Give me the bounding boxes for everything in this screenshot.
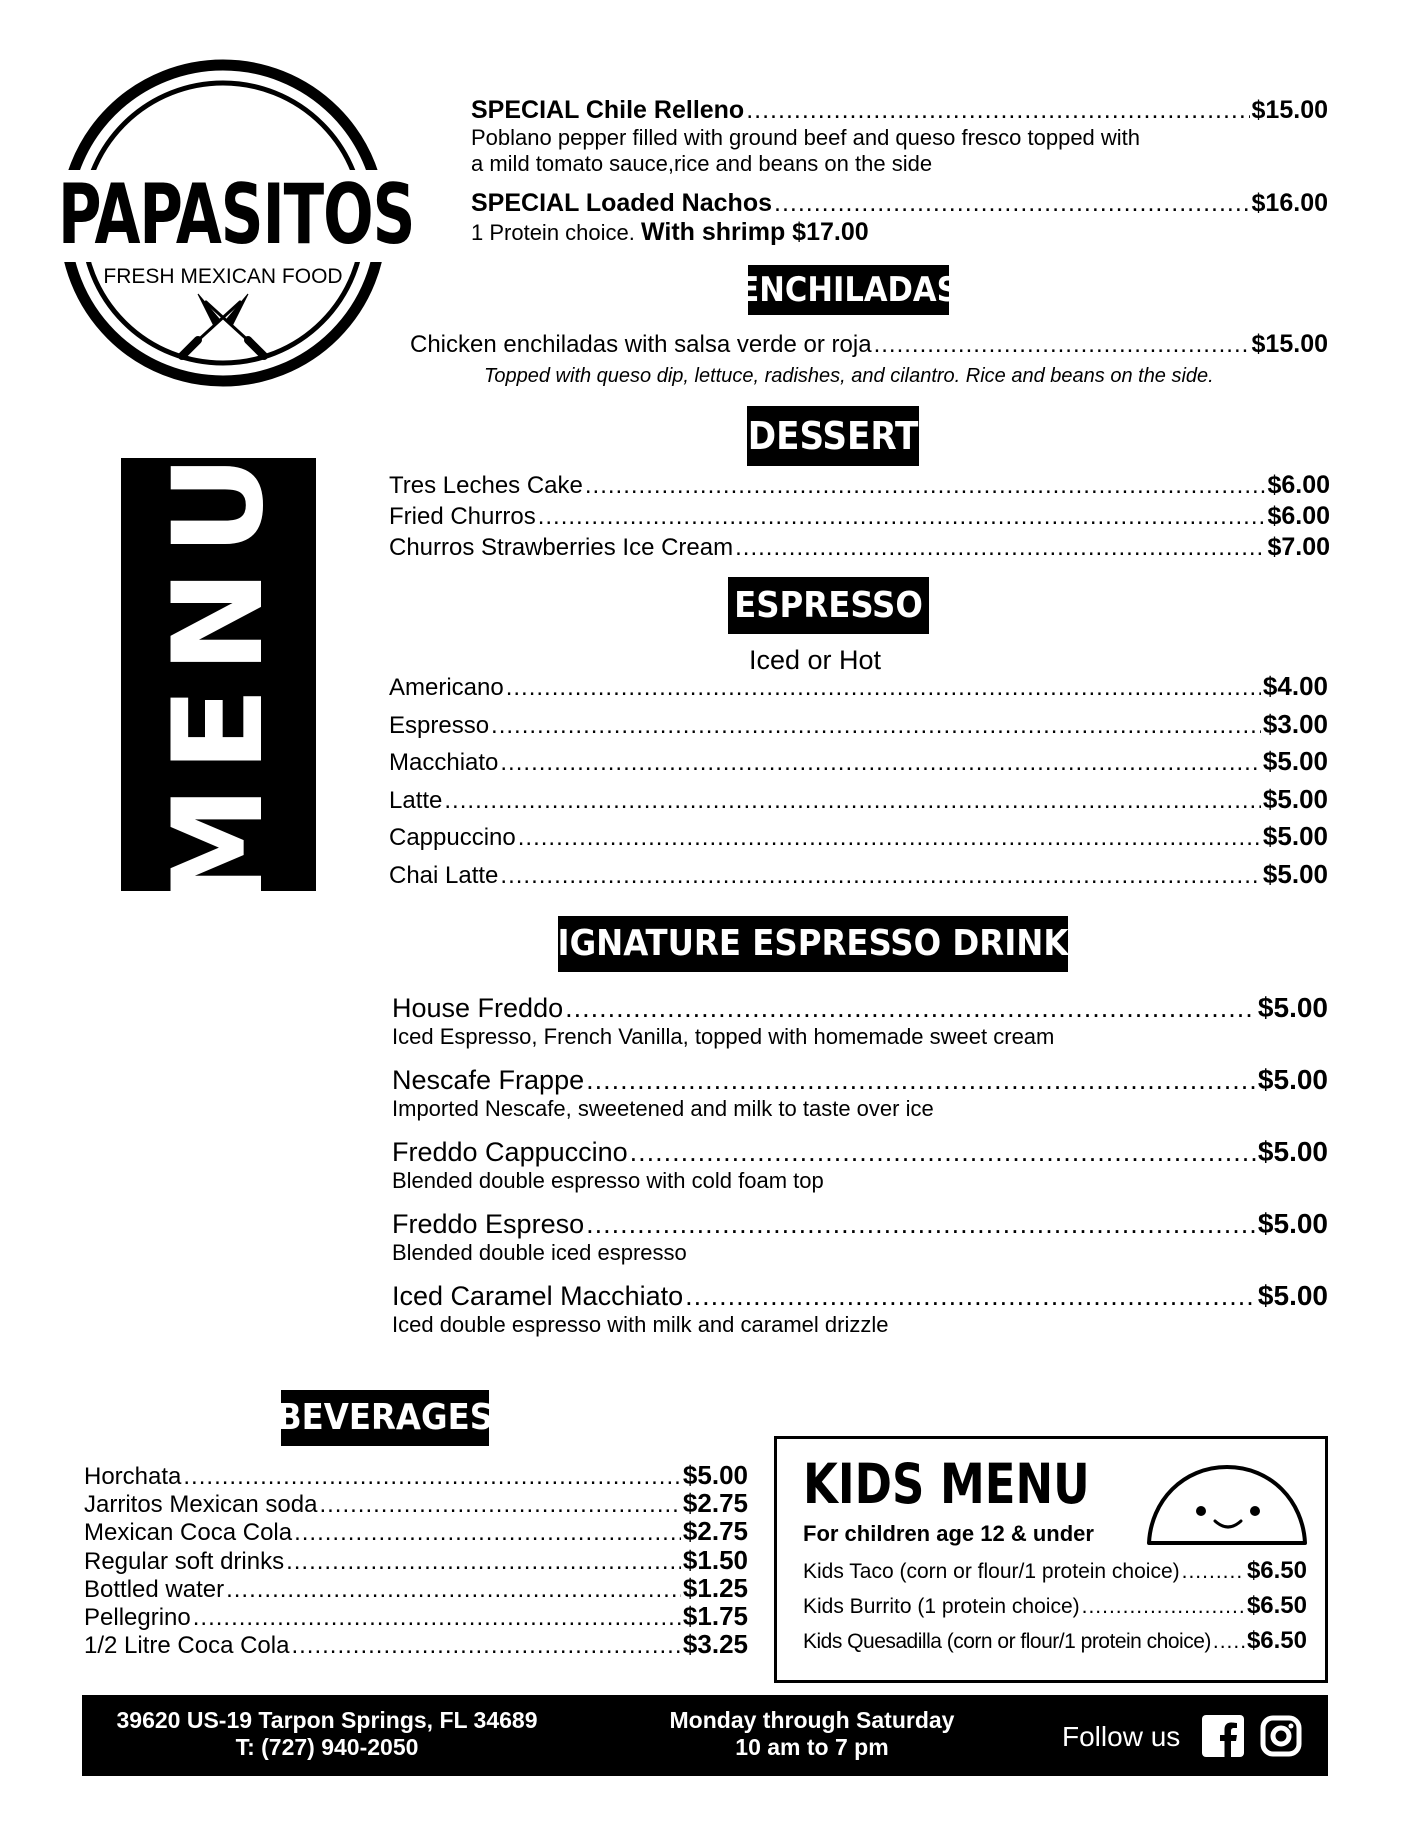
kids-menu-box [774, 1436, 1328, 1683]
list-item [389, 502, 1330, 533]
item-name: Macchiato [389, 749, 499, 776]
facebook-icon[interactable] [1202, 1715, 1244, 1757]
item-price: $1.25 [682, 1572, 748, 1603]
list-item [84, 1516, 748, 1547]
instagram-icon[interactable] [1260, 1715, 1302, 1757]
item-name: Kids Burrito (1 protein choice) [803, 1595, 1080, 1618]
item-name: Latte [389, 786, 443, 814]
list-item [84, 1629, 748, 1660]
item-price: $5.00 [1262, 858, 1328, 889]
list-item [392, 1064, 1328, 1136]
item-description: Iced double espresso with milk and caramel drizzle [392, 1312, 889, 1337]
item-name: Cappuccino [389, 824, 516, 851]
item-price: $1.50 [682, 1544, 748, 1575]
kids-list [803, 1557, 1307, 1662]
item-price: $3.25 [682, 1629, 748, 1660]
list-item [803, 1557, 1307, 1592]
footer-follow-label: Follow us [1062, 1721, 1181, 1752]
item-description: Blended double espresso with cold foam top [392, 1168, 824, 1193]
logo-tagline: FRESH MEXICAN FOOD [103, 265, 343, 288]
item-name: Freddo Espreso [392, 1209, 585, 1239]
item-name: Regular soft drinks [84, 1547, 285, 1575]
section-header-espresso: ESPRESSO [728, 577, 929, 634]
item-name: Pellegrino [84, 1603, 191, 1631]
item-price: $15.00 [1251, 330, 1328, 358]
item-name: Chicken enchiladas with salsa verde or roja [410, 331, 872, 358]
footer-address: 39620 US-19 Tarpon Springs, FL 34689 [116, 1707, 538, 1733]
item-name: Jarritos Mexican soda [84, 1491, 318, 1519]
menu-banner-label: MENU [146, 440, 291, 909]
list-item [84, 1545, 748, 1573]
espresso-list [389, 671, 1328, 896]
item-name: Kids Quesadilla (corn or flour/1 protein choice) [803, 1630, 1211, 1653]
list-item [84, 1460, 748, 1488]
item-name: Chai Latte [389, 861, 499, 889]
list-item [803, 1627, 1307, 1662]
list-item [389, 784, 1328, 822]
item-name: Iced Caramel Macchiato [392, 1281, 684, 1311]
list-item [389, 746, 1328, 784]
item-price: $5.00 [1257, 1136, 1328, 1167]
item-price: $1.75 [682, 1600, 748, 1631]
list-item [389, 471, 1330, 502]
item-price: $6.00 [1267, 502, 1330, 530]
menu-banner [121, 440, 316, 909]
item-name: Fried Churros [389, 503, 536, 530]
list-item [392, 992, 1328, 1064]
list-item [389, 859, 1328, 897]
item-description: Imported Nescafe, sweetened and milk to taste over ice [392, 1096, 934, 1121]
item-price: $2.75 [682, 1488, 748, 1519]
item-price: $6.00 [1267, 471, 1330, 499]
list-item [389, 709, 1328, 747]
beverages-list [84, 1460, 748, 1660]
footer-hours [642, 1707, 982, 1761]
crossed-knives-icon [182, 294, 264, 356]
footer-days: Monday through Saturday [669, 1707, 955, 1733]
item-description: Iced Espresso, French Vanilla, topped with homemade sweet cream [392, 1024, 1055, 1049]
item-name: SPECIAL Loaded Nachos [471, 189, 772, 217]
item-price: $5.00 [1257, 1064, 1328, 1095]
list-item [392, 1208, 1328, 1280]
item-price: $6.50 [1246, 1627, 1307, 1654]
kids-menu-subtitle: For children age 12 & under [803, 1521, 1094, 1546]
item-name: Espresso [389, 711, 490, 739]
item-price: $15.00 [1251, 96, 1328, 124]
list-item [84, 1488, 748, 1519]
item-name: Americano [389, 674, 504, 701]
list-item [392, 1136, 1328, 1208]
item-description: a mild tomato sauce,rice and beans on the side [471, 151, 933, 176]
enchiladas-item [410, 330, 1328, 359]
item-price: $16.00 [1251, 189, 1328, 217]
item-description: 1 Protein choice. [471, 220, 635, 245]
section-header-beverages: BEVERAGES [281, 1390, 489, 1446]
item-price: $6.50 [1246, 1592, 1307, 1619]
section-header-enchiladas: ENCHILADAS [748, 265, 949, 315]
footer-bar [82, 1695, 1328, 1776]
item-name: House Freddo [392, 993, 564, 1023]
papasitos-logo [58, 58, 415, 388]
section-header-dessert: DESSERT [747, 406, 919, 466]
item-price: $5.00 [682, 1460, 748, 1490]
footer-contact [92, 1707, 562, 1761]
item-name: 1/2 Litre Coca Cola [84, 1632, 290, 1660]
item-description-bold: With shrimp $17.00 [641, 218, 869, 246]
footer-time: 10 am to 7 pm [735, 1734, 889, 1760]
item-description: Poblano pepper filled with ground beef and queso fresco topped with [471, 125, 1141, 150]
item-price: $4.00 [1262, 671, 1328, 701]
item-price: $6.50 [1246, 1557, 1307, 1584]
item-name: Bottled water [84, 1575, 225, 1603]
item-name: Mexican Coca Cola [84, 1519, 293, 1547]
signature-list [392, 992, 1328, 1352]
item-price: $7.00 [1267, 533, 1330, 561]
item-price: $2.75 [682, 1516, 748, 1547]
item-name: Freddo Cappuccino [392, 1137, 628, 1167]
logo-name: PAPASITOS [58, 166, 415, 263]
list-item [803, 1592, 1307, 1627]
dessert-list [389, 471, 1330, 564]
item-price: $5.00 [1262, 821, 1328, 851]
enchiladas-note: Topped with queso dip, lettuce, radishes, and cilantro. Rice and beans on the side. [484, 365, 1214, 387]
list-item [389, 821, 1328, 859]
kids-menu-title: KIDS MENU [803, 1452, 1090, 1517]
item-price: $5.00 [1257, 992, 1328, 1023]
list-item [389, 533, 1330, 564]
list-item [84, 1573, 748, 1601]
item-price: $5.00 [1257, 1280, 1328, 1311]
item-price: $5.00 [1262, 783, 1328, 814]
item-price: $3.00 [1262, 708, 1328, 739]
item-name: Churros Strawberries Ice Cream [389, 534, 734, 561]
item-price: $5.00 [1262, 746, 1328, 776]
list-item [389, 671, 1328, 709]
item-description: Blended double iced espresso [392, 1240, 687, 1265]
item-name: Horchata [84, 1463, 182, 1490]
item-name: Tres Leches Cake [389, 472, 583, 499]
espresso-subtitle: Iced or Hot [748, 645, 882, 675]
item-name: Nescafe Frappe [392, 1065, 585, 1095]
list-item [84, 1601, 748, 1629]
item-price: $5.00 [1257, 1208, 1328, 1239]
item-name: Kids Taco (corn or flour/1 protein choice) [803, 1560, 1180, 1583]
special-loaded-nachos [471, 189, 1328, 247]
list-item [392, 1280, 1328, 1352]
item-name: SPECIAL Chile Relleno [471, 96, 745, 124]
footer-phone: T: (727) 940-2050 [235, 1734, 419, 1760]
special-chile-relleno [471, 96, 1328, 177]
taco-icon [1143, 1461, 1311, 1549]
section-header-signature: SIGNATURE ESPRESSO DRINKS [558, 916, 1068, 972]
